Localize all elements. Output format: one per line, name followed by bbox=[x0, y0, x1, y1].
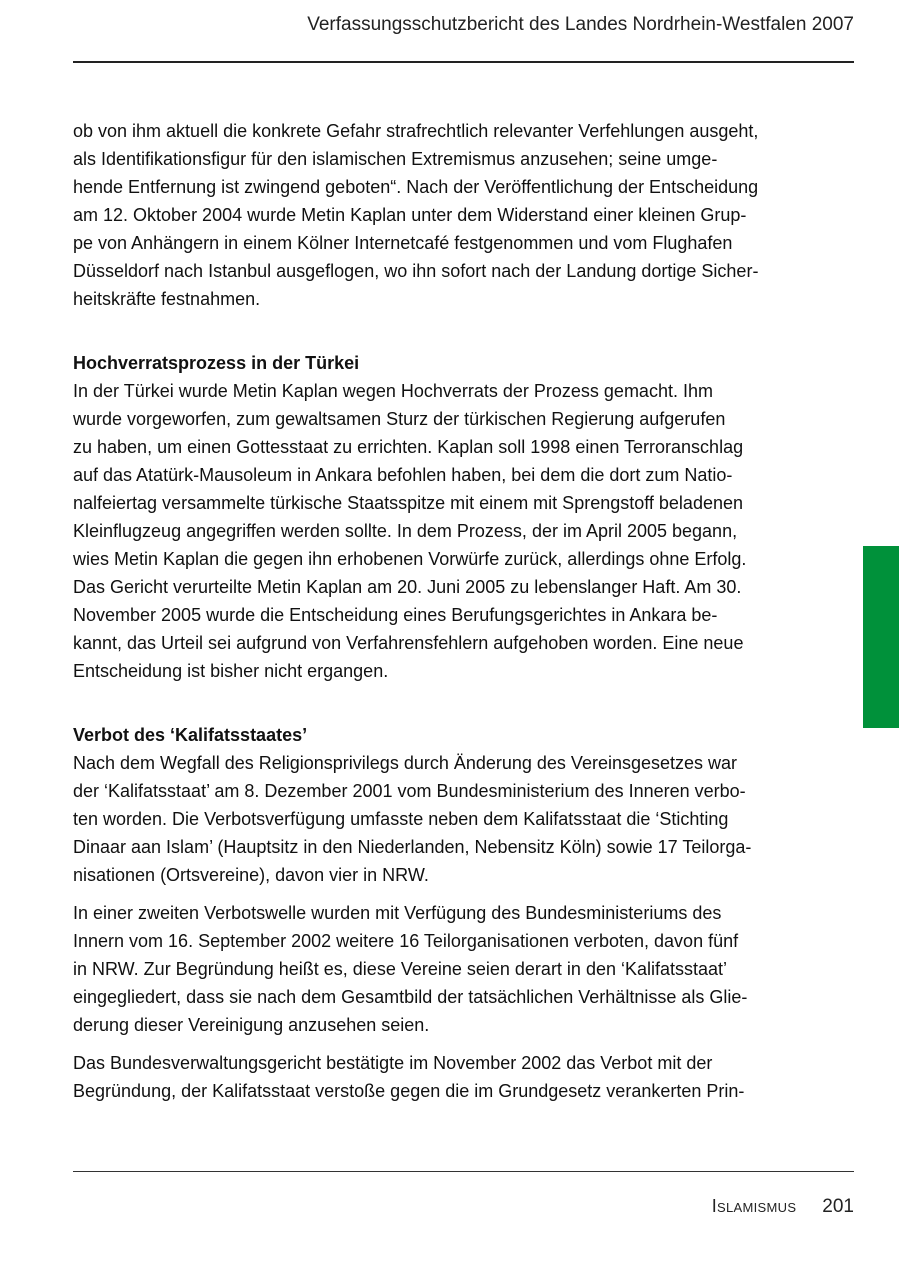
header-divider bbox=[73, 61, 854, 63]
page-number: 201 bbox=[822, 1196, 854, 1217]
intro-paragraph: ob von ihm aktuell die konkrete Gefahr strafrechtlich relevanter Verfehlungen ausgeht, als Identifikationsfigur für den islamischen Extremismus anzusehen; seine umge- hende Entfernung ist zwingend geboten“. Nach der Veröffentlichung der Entscheidung am 12. Oktober 2004 wurde Metin Kaplan unter dem Widerstand einer kleinen Grup- pe von Anhängern in einem Kölner Internetcafé festgenommen und vom Flughafen Düsseldorf nach Istanbul ausgeflogen, wo ihn sofort nach der Landung dortige Sicher- heitskräfte festnahmen. bbox=[73, 121, 759, 309]
section-spacer bbox=[73, 685, 813, 721]
footer-section-name: Islamismus bbox=[711, 1196, 797, 1216]
page-body bbox=[73, 117, 813, 1105]
section-paragraph-verbot-1: Nach dem Wegfall des Religionsprivilegs durch Änderung des Vereinsgesetzes war der ‘Kalifatsstaat’ am 8. Dezember 2001 vom Bundesministerium des Inneren verbo- ten worden. Die Verbotsverfügung umfasste neben dem Kalifatsstaat die ‘Stichting Dinaar aan Islam’ (Hauptsitz in den Niederlanden, Nebensitz Köln) sowie 17 Teilorga- nisationen (Ortsvereine), davon vier in NRW. bbox=[73, 753, 752, 885]
section-paragraph-verbot-2: In einer zweiten Verbotswelle wurden mit Verfügung des Bundesministeriums des Innern vom 16. September 2002 weitere 16 Teilorganisationen verboten, davon fünf in NRW. Zur Begründung heißt es, diese Vereine seien derart in den ‘Kalifatsstaat’ eingegliedert, dass sie nach dem Gesamtbild der tatsächlichen Verhältnisse als Glie- derung dieser Vereinigung anzusehen seien. bbox=[73, 903, 748, 1035]
chapter-side-tab bbox=[863, 546, 899, 728]
page-footer bbox=[712, 1196, 854, 1218]
section-paragraph-verbot-3: Das Bundesverwaltungsgericht bestätigte im November 2002 das Verbot mit der Begründung, der Kalifatsstaat verstoße gegen die im Grundgesetz verankerten Prin- bbox=[73, 1053, 745, 1101]
paragraph-spacer bbox=[73, 889, 813, 899]
section-heading-hochverrat: Hochverratsprozess in der Türkei bbox=[73, 353, 360, 373]
section-spacer bbox=[73, 313, 813, 349]
section-heading-verbot: Verbot des ‘Kalifatsstaates’ bbox=[73, 725, 308, 745]
footer-divider bbox=[73, 1171, 854, 1172]
section-paragraph-hochverrat: In der Türkei wurde Metin Kaplan wegen Hochverrats der Prozess gemacht. Ihm wurde vorgeworfen, zum gewaltsamen Sturz der türkischen Regierung aufgerufen zu haben, um einen Gottesstaat zu errichten. Kaplan soll 1998 einen Terroranschlag auf das Atatürk-Mausoleum in Ankara befohlen haben, bei dem die dort zum Natio- nalfeiertag versammelte türkische Staatsspitze mit einem mit Sprengstoff beladenen Kleinflugzeug angegriffen werden sollte. In dem Prozess, der im April 2005 begann, wies Metin Kaplan die gegen ihn erhobenen Vorwürfe zurück, allerdings ohne Erfolg. Das Gericht verurteilte Metin Kaplan am 20. Juni 2005 zu lebenslanger Haft. Am 30. November 2005 wurde die Entscheidung eines Berufungsgerichtes in Ankara be- kannt, das Urteil sei aufgrund von Verfahrensfehlern aufgehoben worden. Eine neue Entscheidung ist bisher nicht ergangen. bbox=[73, 381, 747, 681]
paragraph-spacer bbox=[73, 1039, 813, 1049]
running-header-title: Verfassungsschutzbericht des Landes Nordrhein-Westfalen 2007 bbox=[307, 14, 854, 35]
